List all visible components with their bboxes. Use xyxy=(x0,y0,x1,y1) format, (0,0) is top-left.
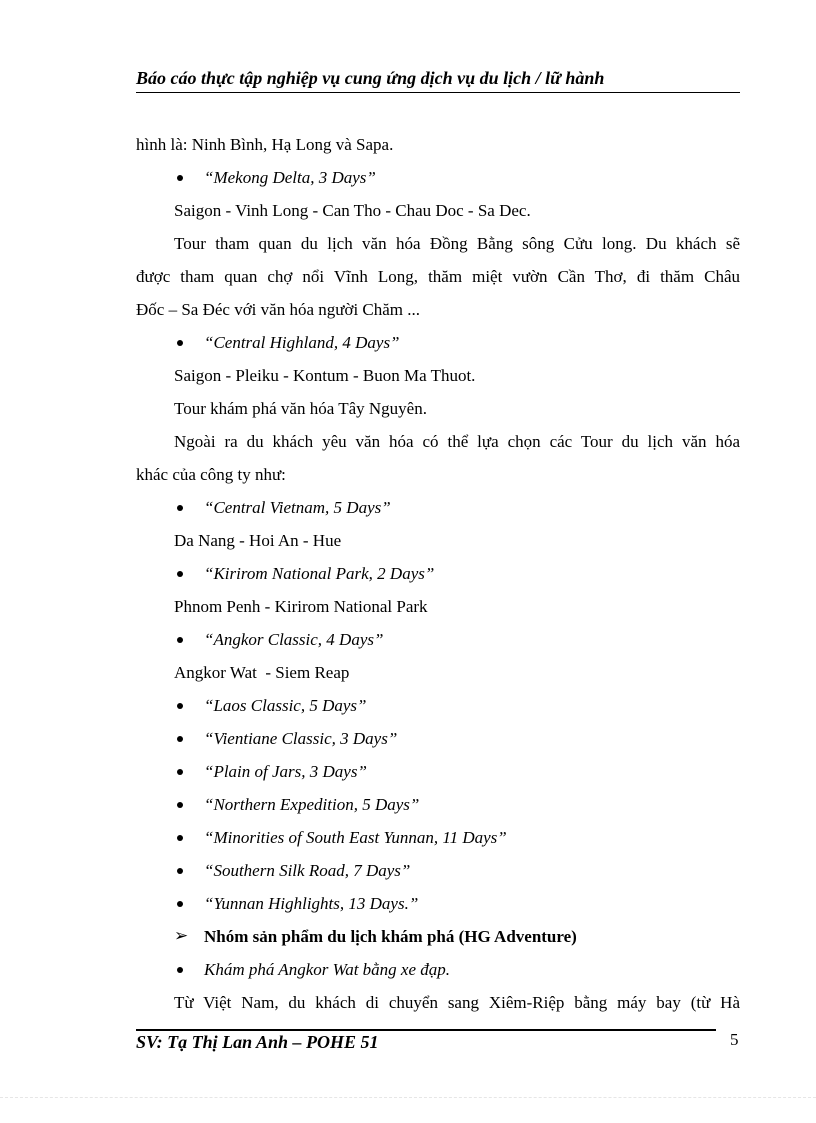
section-heading-text: Nhóm sản phẩm du lịch khám phá (HG Adventure) xyxy=(204,927,577,946)
tour-route-central-vietnam: Da Nang - Hoi An - Hue xyxy=(174,531,342,550)
adventure-item xyxy=(136,953,740,986)
tour-title: “Angkor Classic, 4 Days” xyxy=(204,630,384,649)
tour-list-item xyxy=(136,689,740,722)
bullet-icon xyxy=(177,901,183,907)
arrow-bullet-icon: ➢ xyxy=(174,926,189,946)
bullet-icon xyxy=(177,175,183,181)
page-body xyxy=(136,128,740,1019)
tour-list-item xyxy=(136,788,740,821)
paragraph-line: Đốc – Sa Đéc với văn hóa người Chăm ... xyxy=(136,300,421,319)
tour-title: “Yunnan Highlights, 13 Days.” xyxy=(204,894,419,913)
section-heading-adventure xyxy=(136,920,740,953)
tour-title: “Laos Classic, 5 Days” xyxy=(204,696,367,715)
bullet-icon xyxy=(177,835,183,841)
paragraph-line: Tour tham quan du lịch văn hóa Đồng Bằng sông Cửu long. Du khách sẽ xyxy=(174,234,740,253)
footer-rule xyxy=(136,1029,716,1031)
bullet-icon xyxy=(177,637,183,643)
tour-route-mekong: Saigon - Vinh Long - Can Tho - Chau Doc - Sa Dec. xyxy=(174,201,531,220)
tour-item-mekong xyxy=(136,161,740,194)
header-rule xyxy=(136,92,740,93)
footer-student: SV: Tạ Thị Lan Anh – POHE 51 xyxy=(136,1032,379,1052)
intro-line: hình là: Ninh Bình, Hạ Long và Sapa. xyxy=(136,135,394,154)
paragraph-line: khác của công ty như: xyxy=(136,465,286,484)
page-break-line xyxy=(0,1097,816,1098)
tour-title: “Plain of Jars, 3 Days” xyxy=(204,762,367,781)
tour-route-kirirom: Phnom Penh - Kirirom National Park xyxy=(174,597,428,616)
bullet-icon xyxy=(177,571,183,577)
tour-title: “Vientiane Classic, 3 Days” xyxy=(204,729,398,748)
bullet-icon xyxy=(177,802,183,808)
tour-item-kirirom xyxy=(136,557,740,590)
page-header-title: Báo cáo thực tập nghiệp vụ cung ứng dịch vụ du lịch / lữ hành xyxy=(136,68,605,88)
tour-title: “Northern Expedition, 5 Days” xyxy=(204,795,420,814)
bullet-icon xyxy=(177,967,183,973)
tour-item-central-highland xyxy=(136,326,740,359)
paragraph-line: Tour khám phá văn hóa Tây Nguyên. xyxy=(174,399,427,418)
tour-title: “Minorities of South East Yunnan, 11 Days” xyxy=(204,828,507,847)
tour-item-angkor xyxy=(136,623,740,656)
bullet-icon xyxy=(177,703,183,709)
tour-route-central-highland: Saigon - Pleiku - Kontum - Buon Ma Thuot. xyxy=(174,366,476,385)
tour-title: “Central Vietnam, 5 Days” xyxy=(204,498,391,517)
tour-list-item xyxy=(136,755,740,788)
bullet-icon xyxy=(177,769,183,775)
tour-title: “Southern Silk Road, 7 Days” xyxy=(204,861,411,880)
tour-title: “Kirirom National Park, 2 Days” xyxy=(204,564,435,583)
tour-list-item xyxy=(136,854,740,887)
paragraph-line: được tham quan chợ nổi Vĩnh Long, thăm miệt vườn Cần Thơ, đi thăm Châu xyxy=(136,267,740,286)
paragraph-line: Từ Việt Nam, du khách di chuyển sang Xiêm-Riệp bằng máy bay (từ Hà xyxy=(174,993,740,1012)
page-number: 5 xyxy=(730,1030,739,1049)
bullet-icon xyxy=(177,505,183,511)
paragraph-line: Ngoài ra du khách yêu văn hóa có thể lựa chọn các Tour du lịch văn hóa xyxy=(174,432,740,451)
adventure-item-text: Khám phá Angkor Wat bằng xe đạp. xyxy=(204,960,451,979)
tour-list-item xyxy=(136,722,740,755)
bullet-icon xyxy=(177,868,183,874)
tour-item-central-vietnam xyxy=(136,491,740,524)
tour-list-item xyxy=(136,821,740,854)
tour-list-item xyxy=(136,887,740,920)
bullet-icon xyxy=(177,736,183,742)
bullet-icon xyxy=(177,340,183,346)
tour-title: “Mekong Delta, 3 Days” xyxy=(204,168,376,187)
tour-route-angkor: Angkor Wat - Siem Reap xyxy=(174,663,350,682)
tour-title: “Central Highland, 4 Days” xyxy=(204,333,400,352)
